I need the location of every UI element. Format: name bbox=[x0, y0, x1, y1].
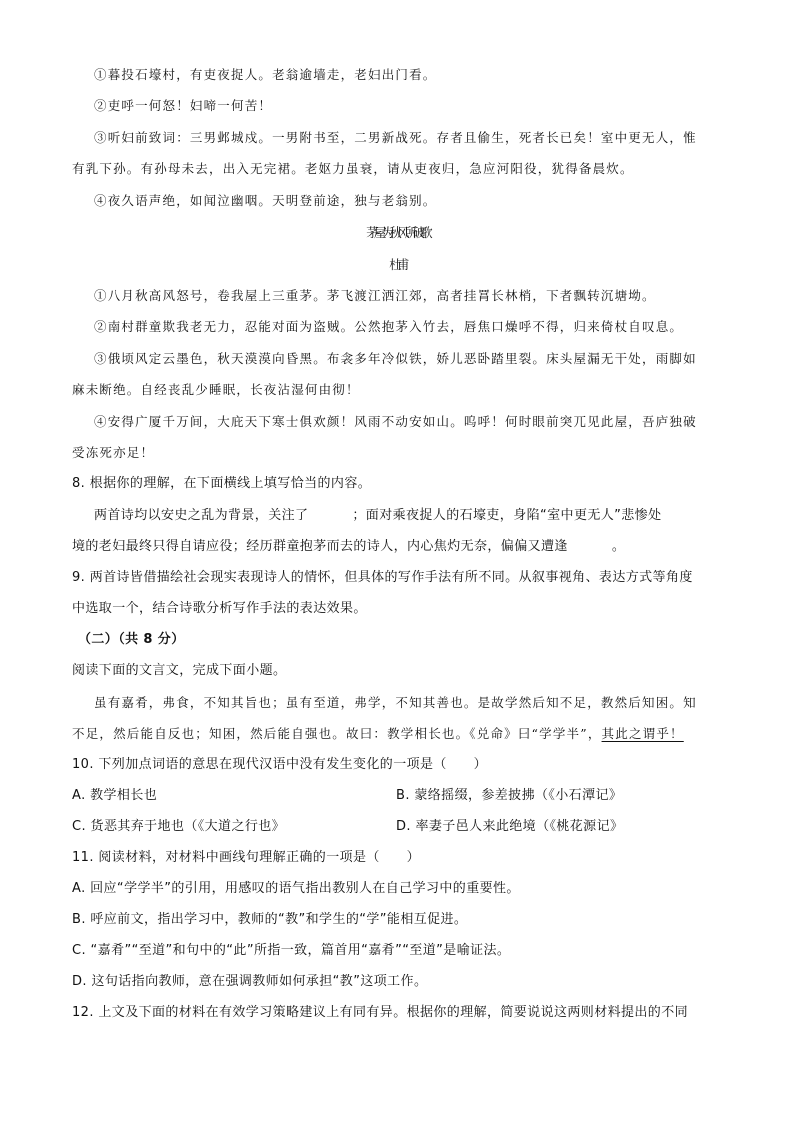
poem1-line-4: 有乳下孙。有孙母未去，出入无完裙。老妪力虽衰，请从吏夜归，急应河阳役，犹得备晨炊。 bbox=[72, 161, 634, 176]
poem1-line-5: ④夜久语声绝，如闻泣幽咽。天明登前途，独与老翁别。 bbox=[94, 193, 437, 208]
q8-answer-blank-2[interactable] bbox=[568, 538, 612, 556]
q9-line-2: 中选取一个，结合诗歌分析写作手法的表达效果。 bbox=[72, 601, 367, 616]
poem1-line-3: ③听妇前致词：三男邺城戍。一男附书至，二男新战死。存者且偷生，死者长已矣！室中更无人，惟 bbox=[94, 130, 697, 145]
q8-answer-blank-1[interactable] bbox=[308, 507, 352, 525]
q10-stem: 10. 下列加点词语的意思在现代汉语中没有发生变化的一项是（ ） bbox=[72, 757, 488, 772]
poem2-line-5: ④安得广厦千万间，大庇天下寒士俱欢颜！风雨不动安如山。呜呼！何时眼前突兀见此屋，吾庐独破 bbox=[94, 414, 697, 429]
q12-line-1: 12. 上文及下面的材料在有效学习策略建议上有同有异。根据你的理解，简要说说这两则材料提出的不同 bbox=[72, 1005, 689, 1020]
poem2-title: 茅屋为秋风所破歌 bbox=[366, 225, 428, 240]
q8-line-2-part-a: 境的老妇最终只得自请应役；经历群童抱茅而去的诗人，内心焦灼无奈，偏偏又遭逢 bbox=[72, 539, 568, 554]
q10-option-a[interactable]: A. 教学相长也 bbox=[72, 788, 158, 803]
q11-option-c[interactable]: C. “嘉肴”“至道”和句中的“此”所指一致，篇首用“嘉肴”“至道”是喻证法。 bbox=[72, 943, 511, 958]
q11-stem: 11. 阅读材料，对材料中画线句理解正确的一项是（ ） bbox=[72, 850, 421, 865]
q8-line-2 bbox=[72, 538, 625, 556]
q11-option-a[interactable]: A. 回应“学学半”的引用，用感叹的语气指出教别人在自己学习中的重要性。 bbox=[72, 881, 520, 896]
q10-option-b[interactable]: B. 蒙络摇缀，参差披拂（《小石潭记》 bbox=[396, 788, 623, 803]
q9-line-1: 9. 两首诗皆借描绘社会现实表现诗人的情怀，但具体的写作手法有所不同。从叙事视角、表达方式等角度 bbox=[72, 570, 693, 585]
poem2-line-6: 受冻死亦足！ bbox=[72, 445, 155, 460]
q8-line-1-part-b: ；面对乘夜捉人的石壕吏，身陷“室中更无人”悲惨处 bbox=[352, 508, 662, 523]
poem1-line-2: ②吏呼一何怒！妇啼一何苦！ bbox=[94, 98, 273, 113]
poem2-line-1: ①八月秋高风怒号，卷我屋上三重茅。茅飞渡江洒江郊，高者挂罥长林梢，下者飘转沉塘坳。 bbox=[94, 288, 656, 303]
q8-line-1 bbox=[94, 507, 661, 525]
passage-line-2 bbox=[72, 725, 684, 743]
q10-option-d[interactable]: D. 率妻子邑人来此绝境（《桃花源记》 bbox=[396, 819, 624, 834]
q10-option-c[interactable]: C. 货恶其弃于地也（《大道之行也》 bbox=[72, 819, 286, 834]
poem2-line-2: ②南村群童欺我老无力，忍能对面为盗贼。公然抱茅入竹去，唇焦口燥呼不得，归来倚杖自叹息。 bbox=[94, 319, 684, 334]
q8-stem: 8. 根据你的理解，在下面横线上填写恰当的内容。 bbox=[72, 476, 372, 491]
passage-line-1: 虽有嘉肴，弗食，不知其旨也；虽有至道，弗学，不知其善也。是故学然后知不足，教然后知困。知 bbox=[94, 695, 697, 710]
poem2-line-3: ③俄顷风定云墨色，秋天漠漠向昏黑。布衾多年冷似铁，娇儿恶卧踏里裂。床头屋漏无干处，雨脚如 bbox=[94, 351, 697, 366]
section-heading: （二）（共 8 分） bbox=[78, 632, 185, 647]
q11-option-b[interactable]: B. 呼应前文，指出学习中，教师的“教”和学生的“学”能相互促进。 bbox=[72, 912, 468, 927]
q11-option-d[interactable]: D. 这句话指向教师，意在强调教师如何承担“教”这项工作。 bbox=[72, 974, 428, 989]
section-instruction: 阅读下面的文言文，完成下面小题。 bbox=[72, 663, 287, 678]
poem2-author: 杜甫 bbox=[389, 257, 405, 272]
passage-underlined-sentence: 其此之谓乎！ bbox=[601, 726, 684, 741]
q8-line-2-part-b: 。 bbox=[611, 539, 626, 554]
poem1-line-1: ①暮投石壕村，有吏夜捉人。老翁逾墙走，老妇出门看。 bbox=[94, 67, 437, 82]
q8-line-1-part-a: 两首诗均以安史之乱为背景，关注了 bbox=[94, 508, 309, 523]
poem2-line-4: 麻未断绝。自经丧乱少睡眠，长夜沾湿何由彻！ bbox=[72, 382, 360, 397]
passage-line-2-text: 不足，然后能自反也；知困，然后能自强也。故曰：教学相长也。《兑命》曰“学学半”， bbox=[72, 726, 602, 741]
